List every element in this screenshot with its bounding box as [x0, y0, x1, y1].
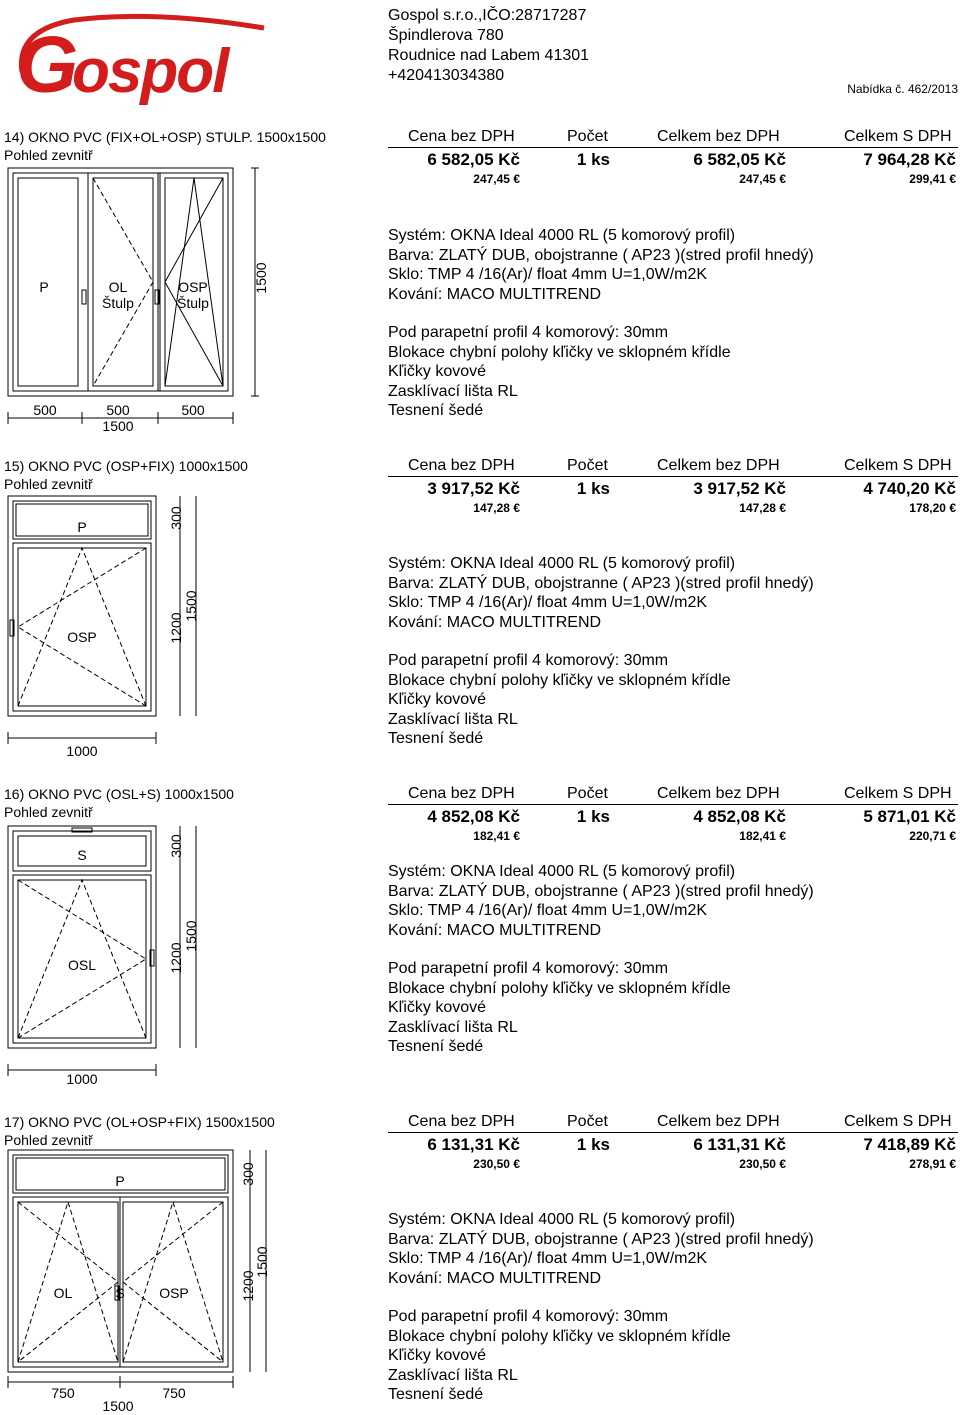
spec-seal: Tesnení šedé: [388, 402, 484, 419]
total-height-dim: 1500: [183, 590, 199, 622]
pane-label: P: [115, 1173, 125, 1189]
price-table: [388, 128, 958, 190]
spec-handles: Kľičky kovové: [388, 691, 487, 708]
company-street: Špindlerova 780: [388, 27, 504, 44]
item-view: Pohled zevnitř: [4, 476, 93, 492]
spec-seal: Tesnení šedé: [388, 730, 484, 747]
height-dim: 300: [240, 1162, 256, 1186]
height-dim: 300: [168, 834, 184, 858]
price-eur: 230,50 €: [473, 1157, 520, 1171]
pane-label: OL: [53, 1285, 73, 1301]
spec-glass: Sklo: TMP 4 /16(Ar)/ float 4mm U=1,0W/m2K: [388, 594, 708, 611]
spec-glass: Sklo: TMP 4 /16(Ar)/ float 4mm U=1,0W/m2K: [388, 1250, 708, 1267]
pane-label: OL: [108, 279, 128, 295]
spec-glass: Sklo: TMP 4 /16(Ar)/ float 4mm U=1,0W/m2K: [388, 902, 708, 919]
total-eur: 182,41 €: [739, 829, 786, 843]
pane-label: OSP: [67, 629, 97, 645]
height-dim: 1200: [168, 942, 184, 974]
spec-color: Barva: ZLATÝ DUB, obojstranne ( AP23 )(stred profil hnedý): [388, 574, 814, 592]
price-table: [388, 457, 958, 519]
col-total-header: Celkem bez DPH: [657, 457, 780, 474]
col-total-vat-header: Celkem S DPH: [844, 128, 952, 145]
spec-hardware: Kování: MACO MULTITREND: [388, 285, 602, 303]
spec-seal: Tesnení šedé: [388, 1038, 484, 1055]
total-vat-value: 7 964,28 Kč: [863, 150, 956, 169]
window-drawing: [0, 490, 210, 765]
pane-label: P: [77, 519, 87, 535]
window-drawing: [0, 1146, 280, 1412]
item-name: 14) OKNO PVC (FIX+OL+OSP) STULP. 1500x1500: [4, 129, 326, 145]
pane-label: S: [77, 847, 87, 863]
pane-label: OSL: [67, 957, 97, 973]
price-eur-row: [388, 1157, 958, 1175]
total-vat-value: 7 418,89 Kč: [863, 1135, 956, 1154]
width-dim: 500: [33, 402, 57, 418]
col-qty-header: Počet: [567, 1113, 608, 1130]
spec-sill: Pod parapetní profil 4 komorový: 30mm: [388, 1308, 669, 1325]
company-info: [388, 6, 589, 86]
spec-lock: Blokace chybní polohy kľičky ve sklopném křídle: [388, 671, 731, 689]
price-table: [388, 785, 958, 847]
height-dim: 1200: [240, 1270, 256, 1302]
total-vat-eur: 278,91 €: [909, 1157, 956, 1171]
price-eur: 182,41 €: [473, 829, 520, 843]
total-eur: 147,28 €: [739, 501, 786, 515]
item-name: 17) OKNO PVC (OL+OSP+FIX) 1500x1500: [4, 1114, 275, 1130]
col-total-header: Celkem bez DPH: [657, 128, 780, 145]
price-header: [388, 128, 958, 148]
svg-text:G: G: [16, 20, 79, 105]
total-eur: 230,50 €: [739, 1157, 786, 1171]
qty-value: 1 ks: [576, 150, 610, 169]
item-title: [4, 1113, 275, 1149]
width-dim: 750: [51, 1385, 75, 1401]
item-view: Pohled zevnitř: [4, 147, 93, 163]
total-value: 6 131,31 Kč: [693, 1135, 786, 1154]
spec-handles: Kľičky kovové: [388, 1347, 487, 1364]
pane-label: S: [115, 1285, 125, 1301]
item-name: 15) OKNO PVC (OSP+FIX) 1000x1500: [4, 458, 248, 474]
spec-sill: Pod parapetní profil 4 komorový: 30mm: [388, 960, 669, 977]
svg-text:ospol: ospol: [72, 37, 228, 105]
spec-hardware: Kování: MACO MULTITREND: [388, 921, 602, 939]
pane-label: OSP: [159, 1285, 189, 1301]
spec-seal: Tesnení šedé: [388, 1386, 484, 1403]
width-dim: 1000: [66, 743, 98, 759]
spec-hardware: Kování: MACO MULTITREND: [388, 1269, 602, 1287]
width-dim: 1000: [66, 1071, 98, 1087]
col-total-vat-header: Celkem S DPH: [844, 785, 952, 802]
col-total-header: Celkem bez DPH: [657, 785, 780, 802]
price-header: [388, 1113, 958, 1133]
price-eur-row: [388, 829, 958, 847]
item-specs: [388, 1210, 814, 1405]
window-drawing: [0, 820, 210, 1095]
total-value: 6 582,05 Kč: [693, 150, 786, 169]
price-value: 6 131,31 Kč: [427, 1135, 520, 1154]
col-total-vat-header: Celkem S DPH: [844, 457, 952, 474]
item-title: [4, 785, 234, 821]
spec-system: Systém: OKNA Ideal 4000 RL (5 komorový profil): [388, 555, 736, 572]
spec-bead: Zasklívací lišta RL: [388, 1366, 518, 1384]
spec-sill: Pod parapetní profil 4 komorový: 30mm: [388, 324, 669, 341]
pane-label: Štulp: [102, 295, 134, 311]
spec-color: Barva: ZLATÝ DUB, obojstranne ( AP23 )(stred profil hnedý): [388, 246, 814, 264]
spec-system: Systém: OKNA Ideal 4000 RL (5 komorový profil): [388, 863, 736, 880]
height-dim: 1200: [168, 612, 184, 644]
total-vat-eur: 220,71 €: [909, 829, 956, 843]
total-height-dim: 1500: [254, 1246, 270, 1278]
spec-lock: Blokace chybní polohy kľičky ve sklopném křídle: [388, 979, 731, 997]
col-qty-header: Počet: [567, 128, 608, 145]
company-name: Gospol s.r.o.,IČO:28717287: [388, 7, 587, 24]
pane-label: P: [39, 279, 49, 295]
spec-system: Systém: OKNA Ideal 4000 RL (5 komorový profil): [388, 1211, 736, 1228]
col-qty-header: Počet: [567, 457, 608, 474]
company-city: Roudnice nad Labem 41301: [388, 47, 590, 64]
total-vat-value: 4 740,20 Kč: [863, 479, 956, 498]
price-eur: 147,28 €: [473, 501, 520, 515]
total-value: 3 917,52 Kč: [693, 479, 786, 498]
price-row: [388, 150, 958, 172]
price-row: [388, 479, 958, 501]
qty-value: 1 ks: [576, 1135, 610, 1154]
total-eur: 247,45 €: [739, 172, 786, 186]
item-title: [4, 128, 326, 164]
item-name: 16) OKNO PVC (OSL+S) 1000x1500: [4, 786, 234, 802]
qty-value: 1 ks: [576, 479, 610, 498]
col-price-header: Cena bez DPH: [408, 1113, 515, 1130]
spec-bead: Zasklívací lišta RL: [388, 1018, 518, 1036]
spec-hardware: Kování: MACO MULTITREND: [388, 613, 602, 631]
item-specs: [388, 862, 814, 1057]
total-value: 4 852,08 Kč: [693, 807, 786, 826]
price-row: [388, 1135, 958, 1157]
spec-lock: Blokace chybní polohy kľičky ve sklopném křídle: [388, 343, 731, 361]
width-dim: 750: [162, 1385, 186, 1401]
spec-glass: Sklo: TMP 4 /16(Ar)/ float 4mm U=1,0W/m2K: [388, 266, 708, 283]
price-header: [388, 785, 958, 805]
spec-color: Barva: ZLATÝ DUB, obojstranne ( AP23 )(stred profil hnedý): [388, 882, 814, 900]
col-price-header: Cena bez DPH: [408, 457, 515, 474]
item-specs: [388, 554, 814, 749]
company-phone: +420413034380: [388, 67, 505, 84]
spec-sill: Pod parapetní profil 4 komorový: 30mm: [388, 652, 669, 669]
window-drawing: [0, 160, 280, 438]
spec-handles: Kľičky kovové: [388, 363, 487, 380]
item-title: [4, 457, 248, 493]
pane-label: Štulp: [177, 295, 209, 311]
item-view: Pohled zevnitř: [4, 1132, 93, 1148]
total-vat-eur: 178,20 €: [909, 501, 956, 515]
spec-lock: Blokace chybní polohy kľičky ve sklopném křídle: [388, 1327, 731, 1345]
width-dim: 500: [181, 402, 205, 418]
price-value: 4 852,08 Kč: [427, 807, 520, 826]
spec-system: Systém: OKNA Ideal 4000 RL (5 komorový profil): [388, 227, 736, 244]
col-total-vat-header: Celkem S DPH: [844, 1113, 952, 1130]
price-eur: 247,45 €: [473, 172, 520, 186]
item-view: Pohled zevnitř: [4, 804, 93, 820]
price-header: [388, 457, 958, 477]
spec-bead: Zasklívací lišta RL: [388, 382, 518, 400]
col-total-header: Celkem bez DPH: [657, 1113, 780, 1130]
col-price-header: Cena bez DPH: [408, 785, 515, 802]
pane-label: OSP: [178, 279, 208, 295]
price-row: [388, 807, 958, 829]
item-specs: [388, 226, 814, 421]
height-dim: 1500: [253, 262, 269, 294]
price-eur-row: [388, 172, 958, 190]
price-table: [388, 1113, 958, 1175]
gospol-logo: [14, 10, 274, 105]
price-value: 3 917,52 Kč: [427, 479, 520, 498]
total-width-dim: 1500: [102, 418, 134, 434]
total-vat-eur: 299,41 €: [909, 172, 956, 186]
col-qty-header: Počet: [567, 785, 608, 802]
height-dim: 300: [168, 506, 184, 530]
spec-color: Barva: ZLATÝ DUB, obojstranne ( AP23 )(stred profil hnedý): [388, 1230, 814, 1248]
price-eur-row: [388, 501, 958, 519]
col-price-header: Cena bez DPH: [408, 128, 515, 145]
total-vat-value: 5 871,01 Kč: [863, 807, 956, 826]
total-width-dim: 1500: [102, 1398, 134, 1414]
price-value: 6 582,05 Kč: [427, 150, 520, 169]
spec-handles: Kľičky kovové: [388, 999, 487, 1016]
width-dim: 500: [106, 402, 130, 418]
offer-number: Nabídka č. 462/2013: [847, 82, 958, 96]
qty-value: 1 ks: [576, 807, 610, 826]
spec-bead: Zasklívací lišta RL: [388, 710, 518, 728]
total-height-dim: 1500: [183, 920, 199, 952]
